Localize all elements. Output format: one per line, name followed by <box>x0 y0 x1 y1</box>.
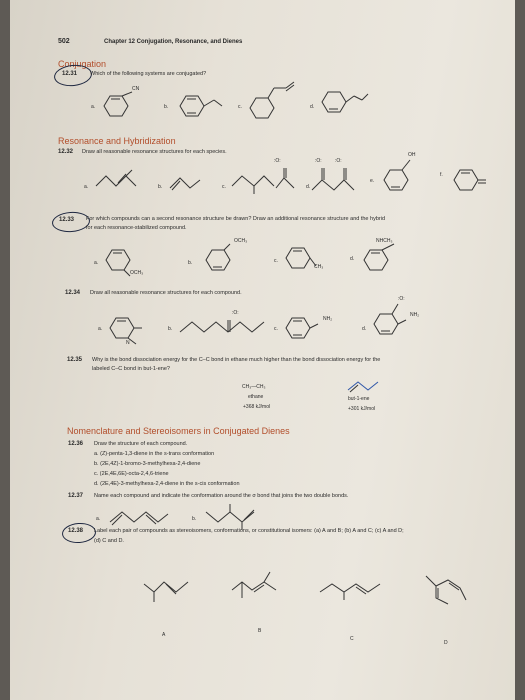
item-letter: f. <box>440 172 443 178</box>
item-letter: a. <box>84 184 89 190</box>
problem-text: For which compounds can a second resonance structure be drawn? Draw an additional resonance structure and the hybrid <box>86 216 386 222</box>
molecule-compound-c <box>318 576 384 602</box>
compound-label-a: A <box>162 632 166 638</box>
item-letter: c. <box>274 258 278 264</box>
item-letter: c. <box>274 326 278 332</box>
molecule-allyl-radical <box>230 166 278 196</box>
problem-number: 12.36 <box>68 441 84 447</box>
textbook-page <box>10 0 515 700</box>
molecule-cyclohexene-nitrile <box>100 90 140 120</box>
nitrogen-label: N <box>126 340 130 346</box>
molecule-methyl-cyclohexadiene <box>282 244 328 278</box>
problem-text: Which of the following systems are conjugated? <box>90 71 207 77</box>
problem-number: 12.35 <box>67 357 83 363</box>
molecule-allyl-cation <box>94 168 150 194</box>
problem-text: Label each pair of compounds as stereoisomers, conformations, or constitutional isomers: (a) A and B; (b) A and C; (c) A and D; <box>94 528 404 534</box>
ethane-formula: CH₃—CH₃ <box>242 384 266 390</box>
cn-label: CN <box>132 86 140 92</box>
problem-text-continued: for each resonance-stabilized compound. <box>86 225 187 231</box>
molecule-diene-a <box>108 504 172 530</box>
list-item: d. (2E,4E)-3-methylhexa-2,4-diene in the s-cis conformation <box>94 481 240 487</box>
section-heading-resonance: Resonance and Hybridization <box>58 136 176 146</box>
oxygen-lone-pairs: :O: <box>315 158 322 164</box>
molecule-conjugated-ketone <box>178 316 266 336</box>
molecule-cyclohexenol <box>380 158 420 194</box>
item-letter: d. <box>362 326 367 332</box>
molecule-but-1-ene <box>346 378 386 394</box>
list-item: b. (2E,4Z)-1-bromo-3-methylhexa-2,4-diene <box>94 461 201 467</box>
molecule-methylenecyclohexene <box>450 160 490 196</box>
item-letter: c. <box>238 104 242 110</box>
problem-number: 12.32 <box>58 149 74 155</box>
problem-text: Name each compound and indicate the conformation around the σ bond that joins the two double bonds. <box>94 493 349 499</box>
hydroxyl-label: OH <box>408 152 416 158</box>
problem-number: 12.33 <box>59 217 75 223</box>
methyl-label: CH₃ <box>314 264 324 270</box>
molecule-enol-ether <box>318 86 368 118</box>
item-letter: b. <box>168 326 173 332</box>
oxygen-lone-pairs: :O: <box>398 296 405 302</box>
page-number: 502 <box>58 38 70 45</box>
oxygen-lone-pairs: :O: <box>232 310 239 316</box>
molecule-cyclohexene-diene <box>246 80 306 120</box>
problem-text-continued: (d) C and D. <box>94 538 124 544</box>
problem-number: 12.31 <box>62 71 78 77</box>
methoxy-label: OCH₃ <box>130 270 144 276</box>
molecule-enone <box>272 164 302 194</box>
amino-label: NH₂ <box>410 312 420 318</box>
item-letter: a. <box>96 516 101 522</box>
molecule-allyl-anion <box>168 170 208 196</box>
problem-text: Draw the structure of each compound. <box>94 441 188 447</box>
chapter-title: Chapter 12 Conjugation, Resonance, and Dienes <box>104 39 243 45</box>
section-heading-nomenclature: Nomenclature and Stereoisomers in Conjugated Dienes <box>67 426 290 436</box>
butene-energy: +301 kJ/mol <box>348 406 376 412</box>
methylamino-label: NHCH₃ <box>376 238 393 244</box>
molecule-cyclohexadiene-vinyl <box>176 88 226 120</box>
item-letter: b. <box>158 184 163 190</box>
ethane-energy: +368 kJ/mol <box>243 404 271 410</box>
oxygen-lone-pairs: :O: <box>274 158 281 164</box>
compound-label-d: D <box>444 640 448 646</box>
ethane-name: ethane <box>248 394 264 400</box>
molecule-compound-b <box>230 570 286 606</box>
problem-number: 12.37 <box>68 493 84 499</box>
problem-text: Draw all reasonable resonance structures for each compound. <box>90 290 242 296</box>
butene-name: but-1-ene <box>348 396 370 402</box>
item-letter: d. <box>350 256 355 262</box>
oxygen-lone-pairs: :O: <box>335 158 342 164</box>
item-letter: e. <box>370 178 375 184</box>
molecule-amino-enone <box>370 300 416 342</box>
item-letter: a. <box>94 260 99 266</box>
item-letter: d. <box>306 184 311 190</box>
list-item: a. (Z)-penta-1,3-diene in the s-trans conformation <box>94 451 215 457</box>
item-letter: a. <box>98 326 103 332</box>
molecule-diketone <box>310 164 358 196</box>
item-letter: b. <box>188 260 193 266</box>
molecule-methylamino-cyclohexene <box>360 240 410 274</box>
item-letter: b. <box>192 516 197 522</box>
compound-label-b: B <box>258 628 262 634</box>
molecule-compound-d <box>422 570 472 610</box>
item-letter: a. <box>91 104 96 110</box>
problem-text-continued: labeled C–C bond in but-1-ene? <box>92 366 170 372</box>
item-letter: d. <box>310 104 315 110</box>
methoxy-label: OCH₃ <box>234 238 248 244</box>
amino-label: NH₂ <box>323 316 333 322</box>
problem-text: Draw all reasonable resonance structures for each species. <box>82 149 227 155</box>
compound-label-c: C <box>350 636 354 642</box>
list-item: c. (2E,4E,6E)-octa-2,4,6-triene <box>94 471 169 477</box>
problem-text: Why is the bond dissociation energy for the C–C bond in ethane much higher than the bond dissociation energy for the <box>92 357 381 363</box>
item-letter: b. <box>164 104 169 110</box>
molecule-compound-a <box>142 574 202 608</box>
problem-number: 12.34 <box>65 290 81 296</box>
problem-number: 12.38 <box>68 528 84 534</box>
item-letter: c. <box>222 184 226 190</box>
section-heading-conjugation: Conjugation <box>58 59 107 69</box>
molecule-methoxy-cyclohexene-b <box>202 240 242 274</box>
